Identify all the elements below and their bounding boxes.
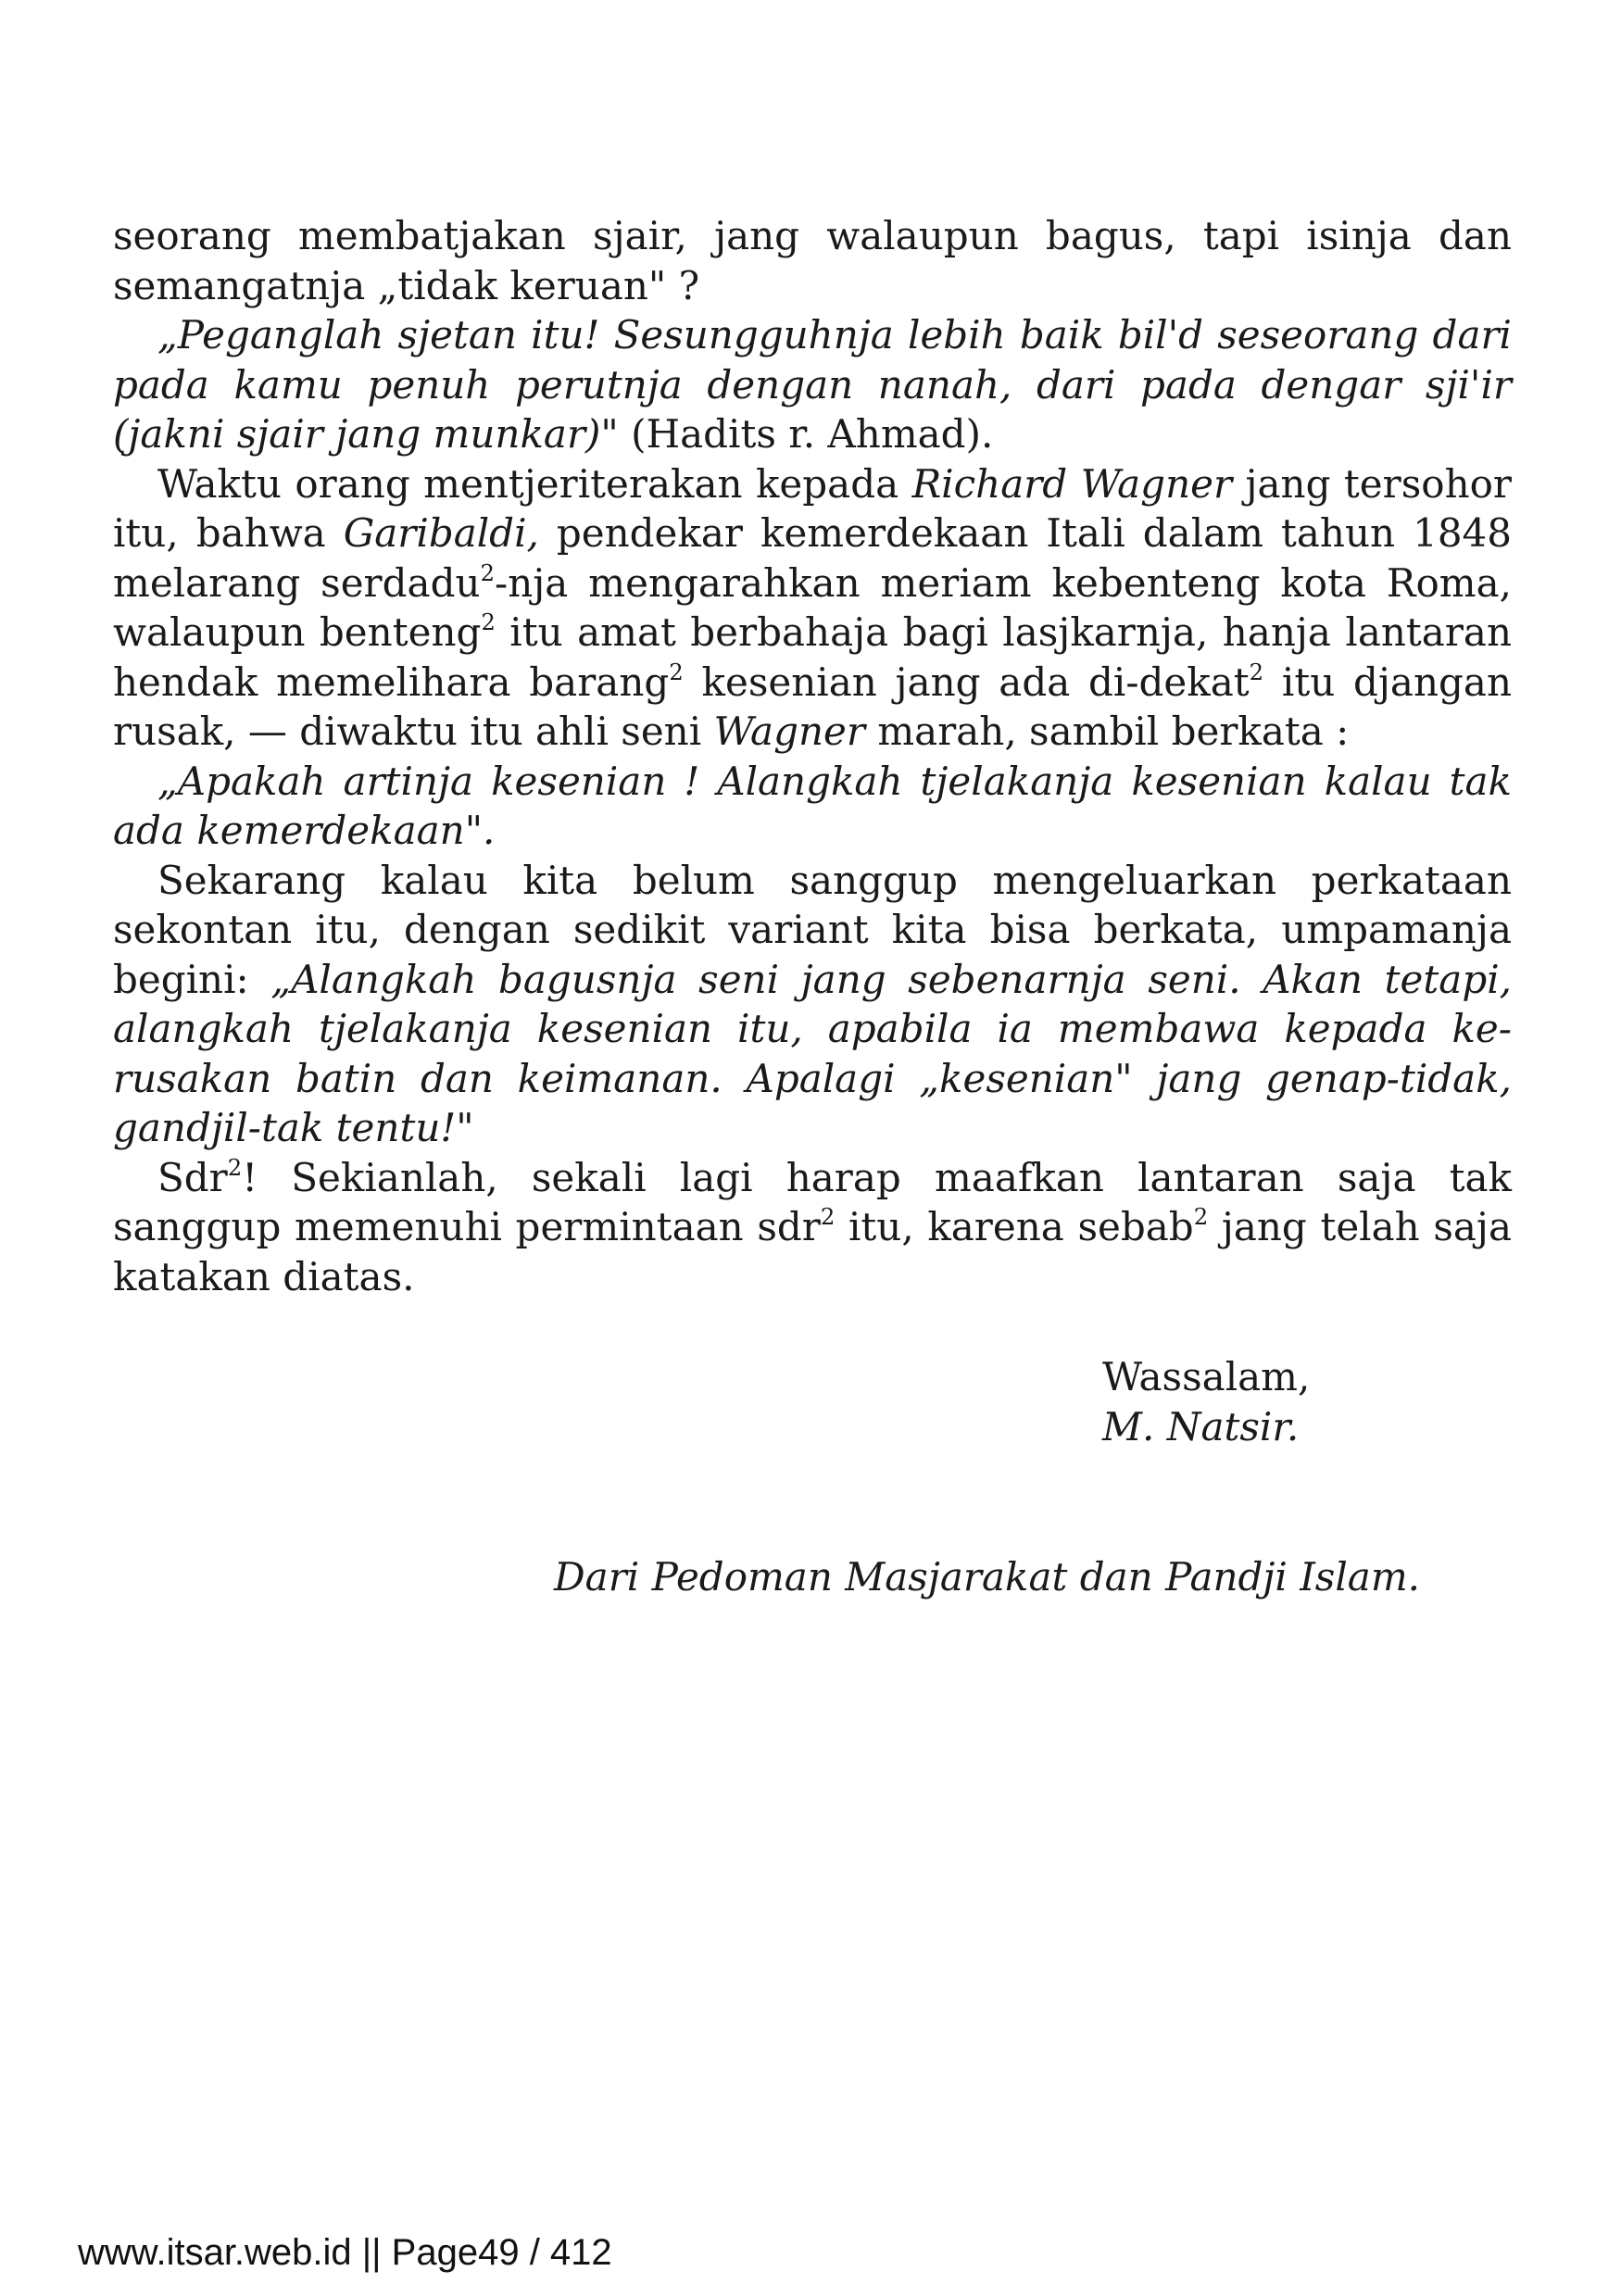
paragraph-wagner: Waktu orang mentjeriterakan kepada Richard Wagner jang tersohor itu, bahwa Garibaldi, pendekar kemerdekaan Itali dalam tahun 1848 melarang serdadu$^2$-nja mengarahkan meriam kebenteng kota Roma, walaupun benteng$^2$ itu amat berbahaja bagi lasjkarnja, hanja lantaran hendak memelihara barang$^2$ kesenian jang ada di-dekat$^2$ itu djangan rusak, — diwaktu itu ahli seni Wagner marah, sambil berkata :	[113, 460, 1512, 754]
paragraph-wagner-quote: „Apakah artinja kesenian ! Alangkah tjelakanja kesenian kalau tak ada kemerdekaan".	[113, 758, 1512, 853]
paragraph-variant: Sekarang kalau kita belum sanggup mengeluarkan perkataan sekontan itu, dengan sedikit variant kita bisa berkata, umpamanja begini: „Alangkah bagusnja seni jang sebenarnja seni. Akan tetapi, alangkah tjelakanja kesenian itu, apabila ia membawa kepada kerusakan batin dan keimanan. Apalagi „kesenian" jang genap-tidak, gandjil-tak tentu!"	[113, 857, 1513, 1150]
signoff	[1102, 1352, 1310, 1452]
superscript-2: 2	[227, 1153, 243, 1181]
superscript-2: 2	[669, 658, 684, 685]
body-text	[113, 211, 1512, 1301]
superscript-2: 2	[820, 1202, 836, 1230]
name-wagner: Wagner	[713, 709, 865, 754]
signoff-author: M. Natsir.	[1102, 1404, 1300, 1449]
source-note: Dari Pedoman Masjarakat dan Pandji Islam.	[554, 1554, 1421, 1600]
name-richard-wagner: Richard Wagner	[911, 460, 1233, 507]
paragraph-closing: Sdr$^2$! Sekianlah, sekali lagi harap maafkan lantaran saja tak sanggup memenuhi permintaan sdr$^2$ itu, karena sebab$^2$ jang telah saja katakan diatas.	[113, 1153, 1512, 1299]
hadith-quote: „Peganglah sjetan itu! Sesungguhnja lebih baik bil'd seseorang dari pada kamu penuh perutnja dengan nanah, dari pada dengar sji'ir (jakni sjair jang munkar)"	[113, 312, 1512, 457]
paragraph-1: seorang membatjakan sjair, jang walaupun bagus, tapi isinja dan semangatnja „tidak keruan" ?	[113, 213, 1512, 308]
superscript-2: 2	[480, 558, 495, 586]
signoff-greeting: Wassalam,	[1102, 1354, 1311, 1399]
hadith-source: (Hadits r. Ahmad).	[618, 411, 994, 457]
name-garibaldi: Garibaldi,	[343, 510, 539, 556]
variant-quote: „Alangkah bagusnja seni jang sebenarnja seni. Akan tetapi, alangkah tjelakanja kesenian itu, apabila ia membawa kepada kerusakan batin dan keimanan. Apalagi „kesenian" jang genap-tidak, gandjil-tak tentu!"	[113, 956, 1513, 1150]
superscript-2: 2	[481, 608, 496, 635]
superscript-2: 2	[1193, 1202, 1209, 1230]
page-footer: www.itsar.web.id || Page49 / 412	[78, 2232, 612, 2273]
paragraph-hadith	[113, 310, 1512, 459]
superscript-2: 2	[1249, 658, 1264, 685]
